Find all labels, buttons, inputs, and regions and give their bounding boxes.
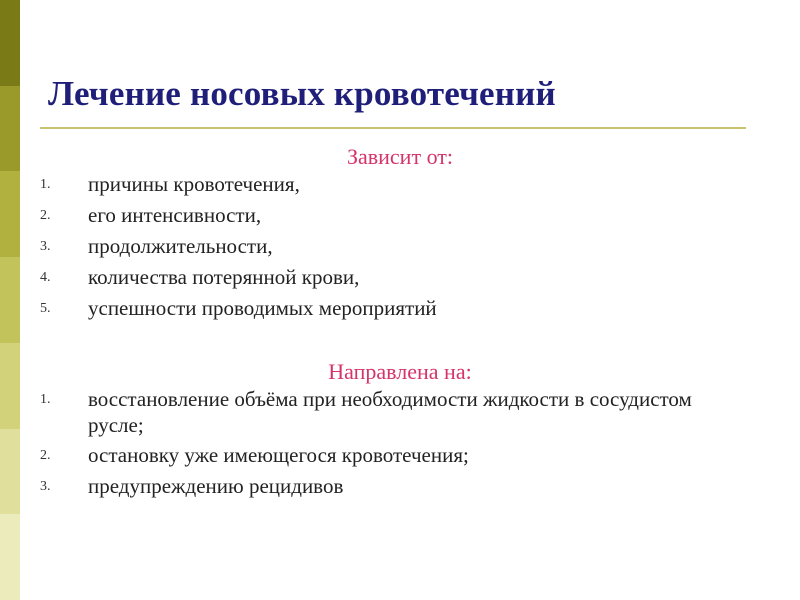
list-item-text: остановку уже имеющегося кровотечения; [88, 443, 469, 467]
sidebar-segment [0, 257, 20, 343]
list-item-text: успешности проводимых мероприятий [88, 296, 437, 320]
list-item [40, 295, 740, 322]
list-item-text: причины кровотечения, [88, 172, 300, 196]
list-item-text: продолжительности, [88, 234, 273, 258]
section-heading-depends-on: Зависит от: [346, 144, 454, 169]
list-item-number: 3. [40, 479, 51, 494]
list-item-text: восстановление объёма при необходимости жидкости в сосудистом русле; [88, 387, 692, 437]
sidebar-segment [0, 429, 20, 515]
aimed-at-list [40, 386, 740, 500]
section-spacer [40, 326, 740, 358]
list-item-number: 3. [40, 239, 51, 254]
sidebar-segment [0, 514, 20, 600]
list-item [40, 264, 740, 291]
section-heading-aimed-at: Направлена на: [328, 359, 472, 384]
title-divider [40, 127, 746, 129]
list-item [40, 233, 740, 260]
sidebar-segment [0, 0, 20, 86]
list-item [40, 171, 740, 198]
sidebar-segment [0, 343, 20, 429]
list-item-number: 2. [40, 208, 51, 223]
list-item-number: 1. [40, 177, 51, 192]
list-item-number: 5. [40, 301, 51, 316]
slide-content [40, 143, 740, 504]
list-item-number: 2. [40, 448, 51, 463]
list-item-number: 4. [40, 270, 51, 285]
list-item [40, 473, 740, 500]
decorative-sidebar [0, 0, 20, 600]
list-item [40, 202, 740, 229]
list-item-number: 1. [40, 392, 51, 407]
depends-on-list [40, 171, 740, 322]
list-item [40, 442, 740, 469]
list-item-text: количества потерянной крови, [88, 265, 360, 289]
list-item-text: предупреждению рецидивов [88, 474, 344, 498]
sidebar-segment [0, 171, 20, 257]
slide-title: Лечение носовых кровотечений [48, 74, 556, 113]
list-item-text: его интенсивности, [88, 203, 262, 227]
sidebar-segment [0, 86, 20, 172]
list-item [40, 386, 740, 438]
